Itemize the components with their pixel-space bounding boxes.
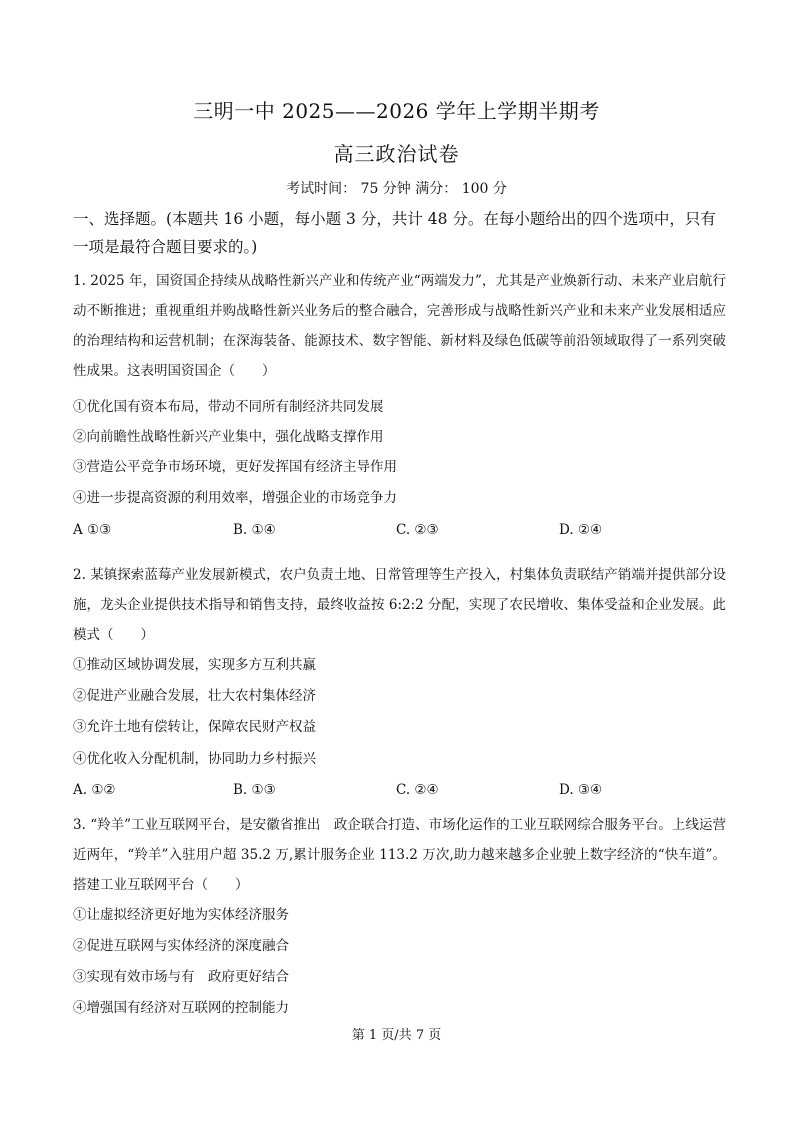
question-2-answer-c[interactable]: C. ②④ — [396, 782, 439, 798]
page-number: 第 1 页/共 7 页 — [351, 1028, 442, 1043]
question-1-option-4: ④进一步提高资源的利用效率，增强企业的市场竞争力 — [73, 490, 397, 506]
question-2-option-4: ④优化收入分配机制，协同助力乡村振兴 — [73, 751, 316, 767]
question-1-answer-b[interactable]: B. ①④ — [233, 522, 276, 538]
question-2-answer-d[interactable]: D. ③④ — [559, 782, 603, 798]
question-3-option-2: ②促进互联网与实体经济的深度融合 — [73, 938, 289, 954]
question-3-option-4: ④增强国有经济对互联网的控制能力 — [73, 1000, 289, 1016]
question-1-answer-d[interactable]: D. ②④ — [559, 522, 603, 538]
question-2-answers — [73, 782, 733, 802]
exam-title: 三明一中 2025——2026 学年上学期半期考 — [193, 99, 600, 123]
question-1-answers — [73, 522, 733, 542]
question-3-option-1: ①让虚拟经济更好地为实体经济服务 — [73, 907, 289, 923]
section-heading: 一、选择题。(本题共 16 小题，每小题 3 分，共计 48 分。在每小题给出的四个选项中，只有一项是最符合题目要求的。) — [73, 210, 716, 256]
question-1-stem: 1. 2025 年，国资国企持续从战略性新兴产业和传统产业“两端发力”，尤其是产业焕新行动、未来产业启航行动不断推进；重视重组并购战略性新兴业务后的整合融合，完善形成与战略性新兴产业和未来产业发展相适应的治理结构和运营机制；在深海装备、能源技术、数字智能、新材料及绿色低碳等前沿领域取得了一系列突破性成果。这表明国资国企（ ） — [73, 273, 726, 379]
question-2-option-2: ②促进产业融合发展，壮大农村集体经济 — [73, 688, 316, 704]
question-2-answer-b[interactable]: B. ①③ — [233, 782, 276, 798]
question-3-stem: 3. “羚羊”工业互联网平台，是安徽省推出 政企联合打造、市场化运作的工业互联网综合服务平台。上线运营近两年，“羚羊”入驻用户超 35.2 万,累计服务企业 113.2 万次,助力越来越多企业驶上数字经济的“快车道”。搭建工业互联网平台（ ） — [73, 817, 726, 893]
question-2-answer-a[interactable]: A. ①② — [73, 782, 116, 798]
question-2-option-1: ①推动区域协调发展，实现多方互利共赢 — [73, 657, 316, 673]
question-3-option-3: ③实现有效市场与有 政府更好结合 — [73, 969, 289, 985]
question-2-option-3: ③允许土地有偿转让，保障农民财产权益 — [73, 719, 316, 735]
question-1-option-1: ①优化国有资本布局，带动不同所有制经济共同发展 — [73, 399, 384, 415]
question-1-option-2: ②向前瞻性战略性新兴产业集中，强化战略支撑作用 — [73, 429, 384, 445]
question-1-answer-c[interactable]: C. ②③ — [396, 522, 439, 538]
exam-info: 考试时间： 75 分钟 满分： 100 分 — [286, 181, 507, 197]
question-1-answer-a[interactable]: A ①③ — [73, 522, 112, 538]
question-1-option-3: ③营造公平竞争市场环境，更好发挥国有经济主导作用 — [73, 459, 397, 475]
exam-subtitle: 高三政治试卷 — [333, 142, 460, 166]
question-2-stem: 2. 某镇探索蓝莓产业发展新模式，农户负责土地、日常管理等生产投入，村集体负责联结产销端并提供部分设施，龙头企业提供技术指导和销售支持，最终收益按 6:2:2 分配，实现了农民增收、集体受益和企业发展。此模式（ ） — [73, 567, 726, 643]
